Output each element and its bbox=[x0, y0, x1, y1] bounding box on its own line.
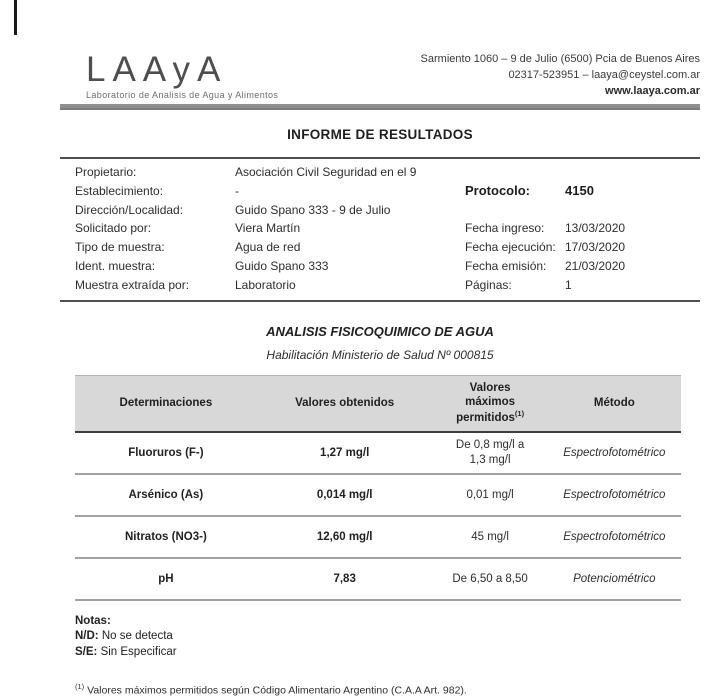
cell-metodo: Potenciométrico bbox=[548, 558, 681, 600]
info-row-tipo-muestra bbox=[75, 238, 465, 257]
info-row-solicitado bbox=[75, 219, 465, 238]
sample-info-section bbox=[60, 157, 700, 302]
footnote-marker: (1) bbox=[75, 682, 85, 692]
cell-valor-maximo: 0,01 mg/l bbox=[433, 474, 548, 516]
table-row-arsenico bbox=[75, 474, 681, 516]
cell-valor-obtenido: 0,014 mg/l bbox=[257, 474, 433, 516]
cell-determinacion: pH bbox=[75, 558, 257, 600]
info-row-ident-muestra bbox=[75, 257, 465, 276]
footnote bbox=[75, 682, 700, 697]
field-label: Establecimiento: bbox=[75, 183, 164, 198]
lab-contact-info bbox=[421, 52, 700, 100]
field-label: Ident. muestra: bbox=[75, 258, 156, 273]
header-valores-obtenidos: Valores obtenidos bbox=[257, 375, 433, 431]
protocol-label: Protocolo: bbox=[465, 182, 530, 198]
info-row-fecha-ingreso bbox=[465, 219, 700, 238]
field-label: Solicitado por: bbox=[75, 221, 152, 236]
info-row-fecha-emision bbox=[465, 257, 700, 276]
notes-block bbox=[75, 614, 700, 661]
cell-metodo: Espectrofotométrico bbox=[548, 516, 681, 558]
cell-valor-maximo: De 6,50 a 8,50 bbox=[433, 558, 548, 600]
report-title: INFORME DE RESULTADOS bbox=[287, 127, 473, 142]
note-text: Sin Especificar bbox=[97, 645, 177, 658]
protocol-number: 4150 bbox=[565, 182, 594, 198]
info-row-paginas bbox=[465, 276, 700, 295]
cell-valor-obtenido: 12,60 mg/l bbox=[257, 516, 433, 558]
field-label: Fecha emisión: bbox=[465, 258, 547, 273]
spacer-row bbox=[465, 201, 700, 220]
field-value: - bbox=[235, 183, 239, 198]
table-row-fluoruros bbox=[75, 432, 681, 474]
field-value: Viera Martín bbox=[235, 221, 301, 236]
logo-wordmark: LAAyA bbox=[86, 50, 228, 89]
notes-heading: Notas: bbox=[75, 614, 111, 627]
cell-valor-obtenido: 1,27 mg/l bbox=[257, 432, 433, 474]
note-nd bbox=[75, 629, 700, 645]
field-value: 17/03/2020 bbox=[565, 240, 626, 255]
cell-metodo: Espectrofotométrico bbox=[548, 474, 681, 516]
info-row-muestra-extraida bbox=[75, 276, 465, 295]
cell-valor-obtenido: 7,83 bbox=[257, 558, 433, 600]
phone-email-line: 02317-523951 – laaya@ceystel.com.ar bbox=[508, 69, 700, 82]
cell-determinacion: Nitratos (NO3-) bbox=[75, 516, 257, 558]
header-metodo: Método bbox=[548, 375, 681, 431]
info-row-direccion bbox=[75, 201, 465, 220]
field-label: Dirección/Localidad: bbox=[75, 202, 184, 217]
note-se bbox=[75, 645, 700, 661]
field-value: 13/03/2020 bbox=[565, 221, 626, 236]
spacer-row bbox=[465, 163, 700, 182]
cell-determinacion: Fluoruros (F-) bbox=[75, 432, 257, 474]
note-abbr: N/D: bbox=[75, 630, 99, 643]
field-label: Tipo de muestra: bbox=[75, 240, 165, 255]
info-row-establecimiento bbox=[75, 182, 465, 201]
report-header bbox=[60, 52, 700, 100]
field-value: Agua de red bbox=[235, 240, 301, 255]
results-table bbox=[75, 375, 681, 601]
header-valores-maximos: Valores máximos permitidos$^{(1)}$ bbox=[433, 375, 548, 431]
field-value: Laboratorio bbox=[235, 277, 296, 292]
cell-valor-maximo: 45 mg/l bbox=[433, 516, 548, 558]
footnote-text: Valores máximos permitidos según Código Alimentario Argentino (C.A.A Art. 982). bbox=[84, 684, 467, 697]
address-line: Sarmiento 1060 – 9 de Julio (6500) Pcia de Buenos Aires bbox=[420, 53, 700, 66]
field-value: 1 bbox=[565, 277, 572, 292]
analysis-section-subtitle: Habilitación Ministerio de Salud Nº 000815 bbox=[266, 347, 494, 362]
field-label: Páginas: bbox=[465, 277, 512, 292]
field-label: Fecha ejecución: bbox=[465, 240, 556, 255]
field-value: Asociación Civil Seguridad en el 9 bbox=[235, 165, 417, 179]
field-value: Guido Spano 333 bbox=[235, 258, 329, 273]
note-abbr: S/E: bbox=[75, 645, 98, 658]
info-row-fecha-ejecucion bbox=[465, 238, 700, 257]
header-divider bbox=[60, 104, 700, 110]
analysis-section-title: ANALISIS FISICOQUIMICO DE AGUA bbox=[266, 323, 494, 339]
sample-info-left bbox=[75, 163, 465, 295]
field-label: Muestra extraída por: bbox=[75, 277, 190, 292]
logo-tagline: Laboratorio de Analisis de Agua y Alimentos bbox=[86, 90, 279, 100]
info-row-propietario bbox=[75, 163, 465, 182]
note-text: No se detecta bbox=[98, 630, 173, 643]
cell-metodo: Espectrofotométrico bbox=[548, 432, 681, 474]
cell-valor-maximo: De 0,8 mg/l a 1,3 mg/l bbox=[433, 432, 548, 474]
field-value: 21/03/2020 bbox=[565, 258, 626, 273]
laaya-logo bbox=[60, 52, 278, 100]
cell-determinacion: Arsénico (As) bbox=[75, 474, 257, 516]
report-content bbox=[60, 0, 700, 697]
table-row-nitratos bbox=[75, 516, 681, 558]
footnote-reference: (1) bbox=[514, 409, 525, 419]
scan-artifact-mark bbox=[14, 0, 17, 35]
website-url: www.laaya.com.ar bbox=[605, 85, 700, 98]
field-label: Propietario: bbox=[75, 165, 137, 179]
table-header-row bbox=[75, 375, 681, 431]
info-row-protocolo bbox=[465, 182, 700, 201]
table-row-ph bbox=[75, 558, 681, 600]
sample-info-right bbox=[465, 163, 700, 295]
header-determinaciones: Determinaciones bbox=[75, 375, 257, 431]
field-value: Guido Spano 333 - 9 de Julio bbox=[235, 202, 391, 217]
field-label: Fecha ingreso: bbox=[465, 221, 545, 236]
